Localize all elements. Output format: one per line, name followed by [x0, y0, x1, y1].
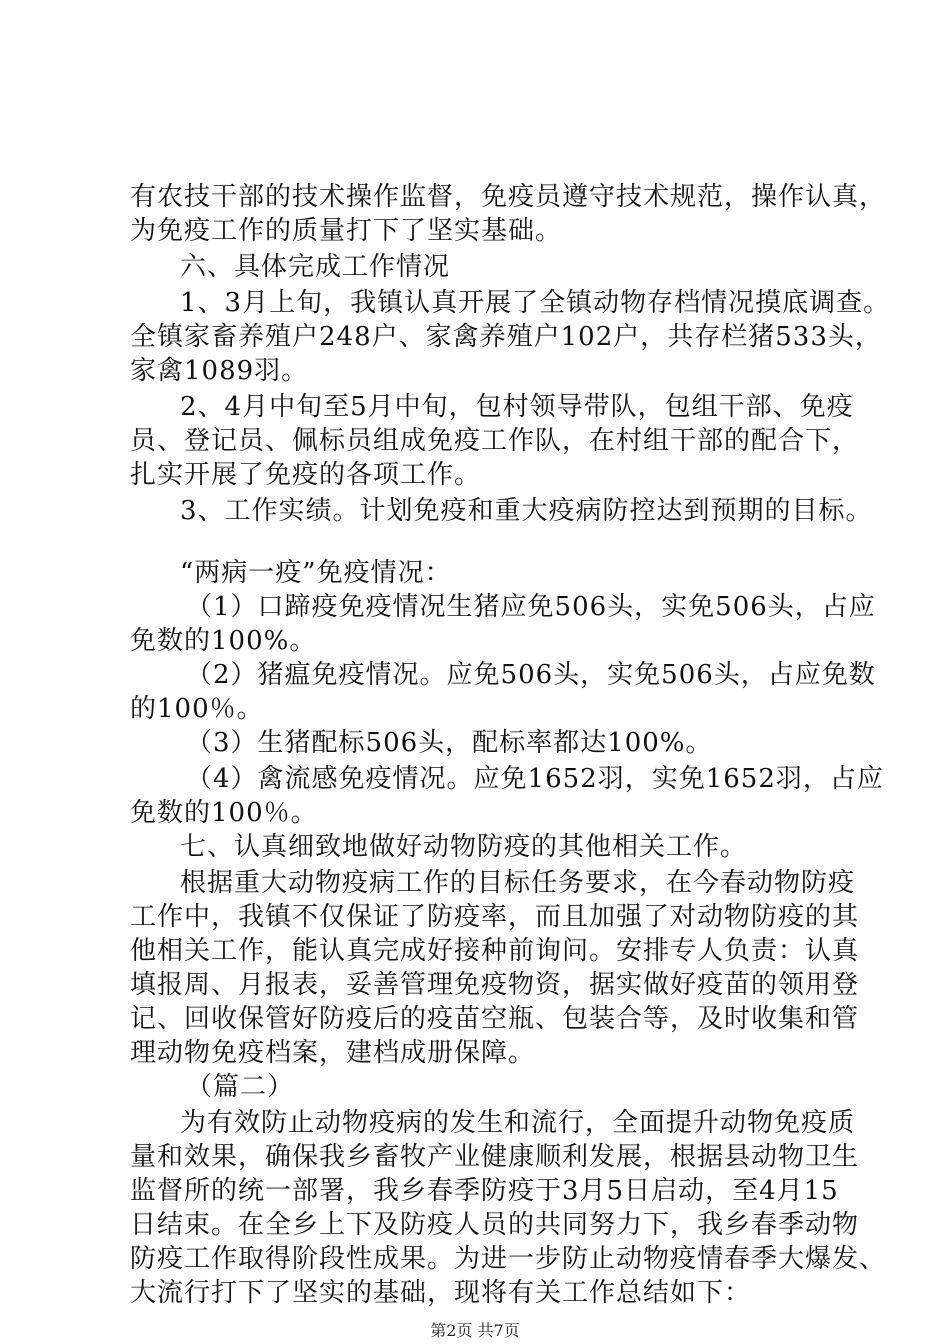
body-line: 理动物免疫档案，建档成册保障。 [130, 1038, 536, 1068]
body-line: 日结束。在全乡上下及防疫人员的共同努力下，我乡春季动物 [130, 1210, 860, 1240]
body-line: 免数的100％。 [130, 798, 318, 828]
body-line: 七、认真细致地做好动物防疫的其他相关工作。 [180, 832, 748, 862]
body-line: （篇二） [186, 1072, 295, 1102]
body-line: 大流行打下了坚实的基础，现将有关工作总结如下： [130, 1278, 752, 1308]
body-line: 员、登记员、佩标员组成免疫工作队，在村组干部的配合下， [130, 426, 860, 456]
body-line: 六、具体完成工作情况 [180, 252, 451, 282]
body-line: 量和效果，确保我乡畜牧产业健康顺利发展，根据县动物卫生 [130, 1142, 860, 1172]
body-line: 防疫工作取得阶段性成果。为进一步防止动物疫情春季大爆发、 [130, 1244, 887, 1274]
body-line: （3）生猪配标506头，配标率都达100%。 [186, 728, 713, 758]
body-line: “两病一疫”免疫情况： [180, 558, 452, 588]
body-line: 扎实开展了免疫的各项工作。 [130, 460, 482, 490]
body-line: 他相关工作，能认真完成好接种前询问。安排专人负责：认真 [130, 936, 860, 966]
body-line: 的100％。 [130, 694, 264, 724]
body-line: 1、3月上旬，我镇认真开展了全镇动物存档情况摸底调查。 [180, 288, 891, 318]
body-line: 监督所的统一部署，我乡春季防疫于3月5日启动，至4月15 [130, 1176, 839, 1206]
body-line: （2）猪瘟免疫情况。应免506头，实免506头，占应免数 [186, 660, 876, 690]
body-line: 有农技干部的技术操作监督，免疫员遵守技术规范，操作认真， [130, 182, 887, 212]
body-line: 为有效防止动物疫病的发生和流行，全面提升动物免疫质 [180, 1108, 856, 1138]
body-line: 全镇家畜养殖户248户、家禽养殖户102户，共存栏猪533头， [130, 322, 882, 352]
body-line: 填报周、月报表，妥善管理免疫物资，据实做好疫苗的领用登 [130, 970, 860, 1000]
body-line: 家禽1089羽。 [130, 356, 309, 386]
body-line: （1）口蹄疫免疫情况生猪应免506头，实免506头，占应 [186, 592, 876, 622]
body-line: 根据重大动物疫病工作的目标任务要求，在今春动物防疫 [180, 868, 856, 898]
body-line: 工作中，我镇不仅保证了防疫率，而且加强了对动物防疫的其 [130, 902, 860, 932]
body-line: （4）禽流感免疫情况。应免1652羽，实免1652羽，占应 [186, 764, 884, 794]
body-line: 3、工作实绩。计划免疫和重大疫病防控达到预期的目标。 [180, 496, 873, 526]
body-line: 记、回收保管好防疫后的疫苗空瓶、包装合等，及时收集和管 [130, 1004, 860, 1034]
body-line: 为免疫工作的质量打下了坚实基础。 [130, 216, 563, 246]
body-line: 免数的100%。 [130, 626, 317, 656]
page-footer: 第2页 共7页 [430, 1321, 520, 1340]
body-line: 2、4月中旬至5月中旬，包村领导带队，包组干部、免疫 [180, 392, 854, 422]
